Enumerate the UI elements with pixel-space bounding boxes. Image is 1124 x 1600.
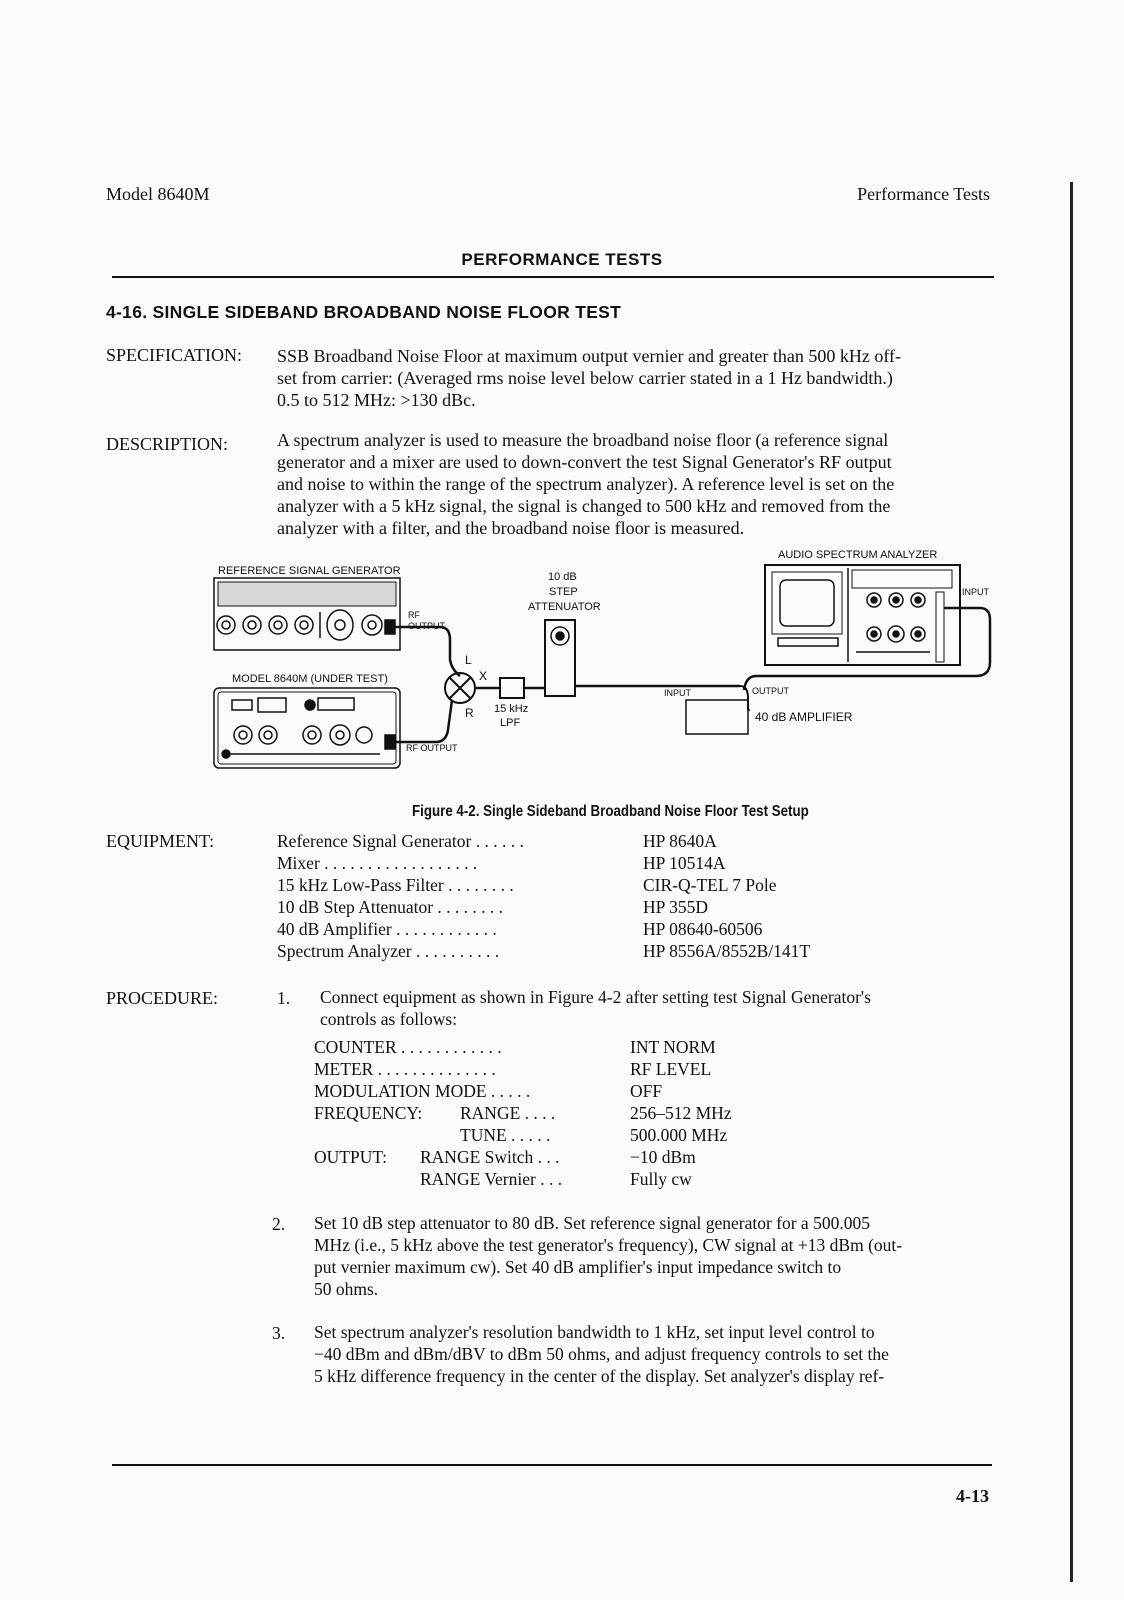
header-section: Performance Tests: [857, 184, 990, 204]
equipment-name: 10 dB Step Attenuator . . . . . . . .: [277, 897, 504, 917]
setting-value: 256–512 MHz: [630, 1103, 732, 1123]
mixer-l-port: L: [465, 653, 472, 667]
equipment-model: HP 10514A: [643, 853, 726, 873]
amplifier-output-label: OUTPUT: [752, 686, 789, 696]
setting-row: [314, 1081, 663, 1102]
analyzer-input-label: INPUT: [962, 587, 989, 597]
figure-caption: Figure 4-2. Single Sideband Broadband Noise Floor Test Setup: [412, 803, 809, 820]
footer-rule: [112, 1464, 992, 1466]
equipment-model: HP 8556A/8552B/141T: [643, 941, 811, 961]
setting-value: INT NORM: [630, 1037, 716, 1057]
attenuator-label: ATTENUATOR: [528, 601, 601, 613]
test-setup-diagram: [0, 540, 1124, 790]
spec-line: set from carrier: (Averaged rms noise level below carrier stated in a 1 Hz bandwidth.): [277, 368, 893, 388]
step-line: controls as follows:: [320, 1009, 458, 1029]
output-label: OUTPUT: [408, 621, 445, 631]
equipment-name: Mixer . . . . . . . . . . . . . . . . . .: [277, 853, 478, 873]
setting-subcontrol: RANGE Switch . . .: [420, 1147, 560, 1167]
rf-output-label: RF OUTPUT: [406, 743, 458, 753]
setting-value: RF LEVEL: [630, 1059, 712, 1079]
right-margin-line: [1070, 182, 1073, 1582]
header-model: Model 8640M: [106, 184, 210, 204]
setting-control: MODULATION MODE . . . . .: [314, 1081, 531, 1101]
equipment-label: EQUIPMENT:: [106, 831, 215, 851]
step-number: 3.: [272, 1323, 286, 1343]
lpf-box: [500, 678, 524, 698]
specification-text: [277, 345, 1017, 411]
setting-subcontrol: TUNE . . . . .: [460, 1125, 551, 1145]
desc-line: generator and a mixer are used to down-convert the test Signal Generator's RF output: [277, 452, 892, 472]
setting-value: OFF: [630, 1081, 663, 1101]
description-label: DESCRIPTION:: [106, 434, 229, 454]
page-title: PERFORMANCE TESTS: [461, 250, 663, 269]
setting-row: [314, 1037, 716, 1058]
setting-control: OUTPUT:: [314, 1147, 388, 1167]
equipment-name: Reference Signal Generator . . . . . .: [277, 831, 524, 851]
desc-line: analyzer with a 5 kHz signal, the signal is changed to 500 kHz and removed from the: [277, 496, 891, 516]
step-line: Connect equipment as shown in Figure 4-2 after setting test Signal Generator's: [320, 987, 871, 1007]
setting-subcontrol: RANGE . . . .: [460, 1103, 556, 1123]
setting-control: COUNTER . . . . . . . . . . . .: [314, 1037, 502, 1057]
step-line: Set spectrum analyzer's resolution bandwidth to 1 kHz, set input level control to: [314, 1322, 875, 1342]
equipment-model: HP 8640A: [643, 831, 717, 851]
equipment-model: HP 08640-60506: [643, 919, 763, 939]
step-3-text: [314, 1321, 1014, 1387]
equipment-name: Spectrum Analyzer . . . . . . . . . .: [277, 941, 500, 961]
setting-row: [314, 1059, 712, 1080]
reference-generator-label: REFERENCE SIGNAL GENERATOR: [218, 565, 401, 577]
procedure-label: PROCEDURE:: [106, 988, 219, 1008]
mixer-x-port: X: [479, 669, 488, 683]
rf-label: RF: [408, 610, 420, 620]
page-number: 4-13: [956, 1486, 989, 1506]
setting-control: FREQUENCY:: [314, 1103, 423, 1123]
spec-line: SSB Broadband Noise Floor at maximum output vernier and greater than 500 kHz off-: [277, 346, 902, 366]
title-rule: [112, 276, 994, 278]
step-number: 2.: [272, 1214, 286, 1234]
amplifier-input-label: INPUT: [664, 688, 691, 698]
step-2-text: [314, 1212, 1014, 1300]
setting-value: −10 dBm: [630, 1147, 696, 1167]
lpf-freq-label: 15 kHz: [494, 703, 529, 715]
setting-row: [314, 1103, 732, 1124]
attenuator-step-label: STEP: [549, 586, 578, 598]
setting-value: 500.000 MHz: [630, 1125, 728, 1145]
equipment-name: 15 kHz Low-Pass Filter . . . . . . . .: [277, 875, 514, 895]
analyzer-label: AUDIO SPECTRUM ANALYZER: [778, 549, 938, 561]
setting-row: [314, 1147, 696, 1168]
specification-label: SPECIFICATION:: [106, 345, 243, 365]
step-line: put vernier maximum cw). Set 40 dB amplifier's input impedance switch to: [314, 1257, 842, 1277]
step-number: 1.: [277, 988, 291, 1008]
step-line: Set 10 dB step attenuator to 80 dB. Set reference signal generator for a 500.005: [314, 1213, 870, 1233]
spec-line: 0.5 to 512 MHz: >130 dBc.: [277, 390, 476, 410]
step-line: −40 dBm and dBm/dBV to dBm 50 ohms, and adjust frequency controls to set the: [314, 1344, 889, 1364]
setting-value: Fully cw: [630, 1169, 692, 1189]
section-heading: 4-16. SINGLE SIDEBAND BROADBAND NOISE FLOOR TEST: [106, 302, 622, 322]
desc-line: and noise to within the range of the spectrum analyzer). A reference level is set on the: [277, 474, 895, 494]
amplifier-box: [686, 700, 748, 734]
mixer-r-port: R: [465, 706, 474, 720]
unit-under-test-label: MODEL 8640M (UNDER TEST): [232, 673, 388, 685]
desc-line: A spectrum analyzer is used to measure the broadband noise floor (a reference signal: [277, 430, 889, 450]
equipment-model: CIR-Q-TEL 7 Pole: [643, 875, 777, 895]
equipment-model: HP 355D: [643, 897, 708, 917]
desc-line: analyzer with a filter, and the broadband noise floor is measured.: [277, 518, 745, 538]
description-text: [277, 429, 1017, 539]
setting-subcontrol: RANGE Vernier . . .: [420, 1169, 563, 1189]
amplifier-label: 40 dB AMPLIFIER: [755, 710, 853, 724]
step-line: MHz (i.e., 5 kHz above the test generator's frequency), CW signal at +13 dBm (out-: [314, 1235, 903, 1255]
lpf-label: LPF: [500, 717, 521, 729]
step-line: 50 ohms.: [314, 1279, 379, 1299]
step-1-text: [320, 986, 1020, 1030]
step-line: 5 kHz difference frequency in the center of the display. Set analyzer's display ref-: [314, 1366, 885, 1386]
attenuator-db-label: 10 dB: [548, 571, 577, 583]
setting-control: METER . . . . . . . . . . . . . .: [314, 1059, 496, 1079]
equipment-name: 40 dB Amplifier . . . . . . . . . . . .: [277, 919, 497, 939]
